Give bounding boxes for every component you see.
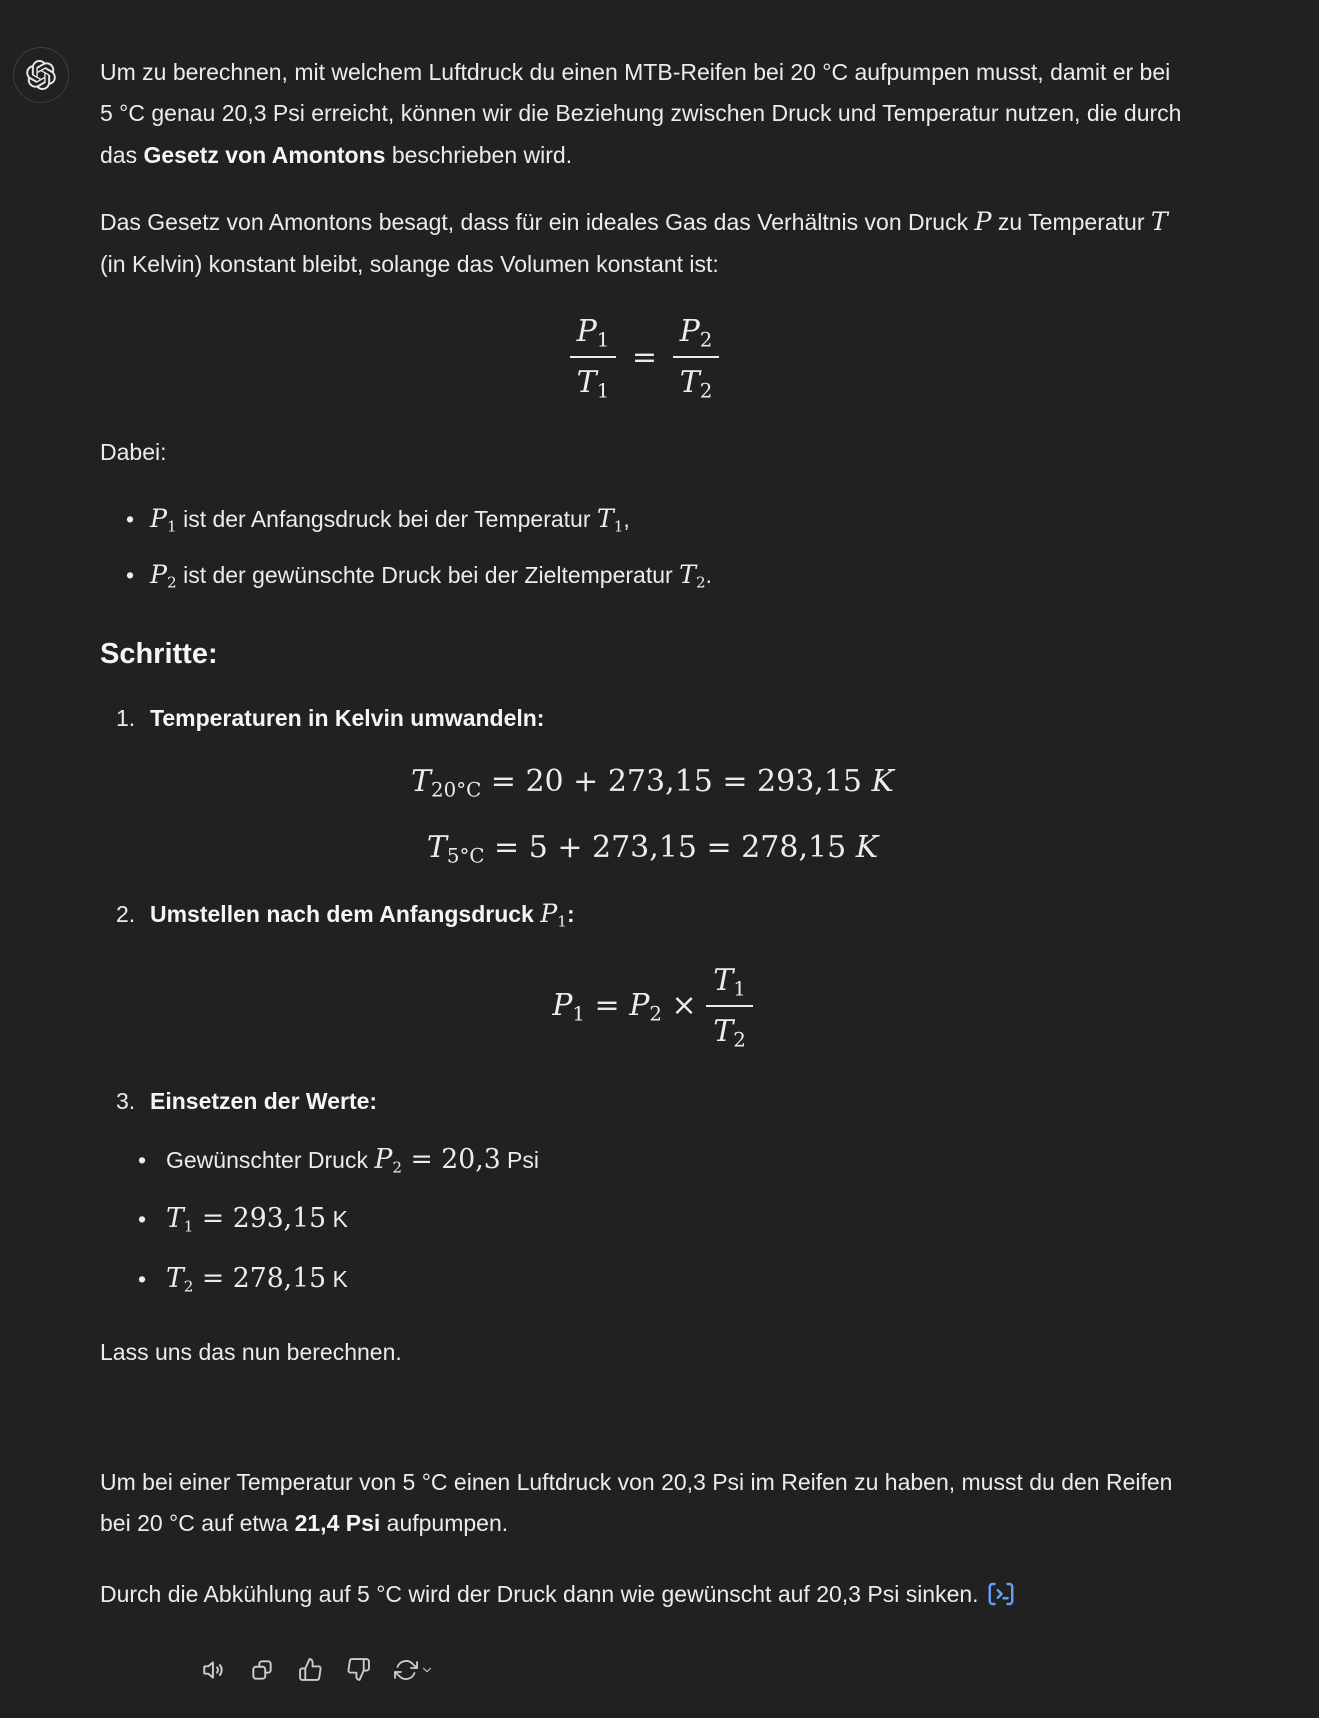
step-title: Temperaturen in Kelvin umwandeln:: [150, 704, 545, 731]
text-run: beschrieben wird.: [385, 141, 573, 168]
math-sub: 5°C: [446, 844, 485, 868]
math-var-T: T: [1150, 207, 1168, 237]
text-run: Das Gesetz von Amontons besagt, dass für ein ideales Gas das Verhältnis von Druck: [100, 209, 975, 236]
math-sub: 1: [613, 517, 624, 536]
paragraph-law-statement: [100, 202, 1189, 285]
math-var-T: T: [426, 829, 447, 865]
paragraph-lass: Lass uns das nun berechnen.: [100, 1339, 402, 1366]
thumbs-down-button[interactable]: [340, 1652, 376, 1688]
math-var-P: P: [150, 559, 168, 589]
bold-amontons-law: Gesetz von Amontons: [143, 141, 386, 168]
times-sign: ×: [661, 988, 697, 1024]
text-run: ,: [623, 506, 630, 533]
text-run: ist der Anfangsdruck bei der Temperatur: [176, 506, 597, 533]
math-sub: 2: [733, 1028, 746, 1052]
math-value: = 278,15: [193, 1262, 327, 1294]
math-sub: 2: [699, 379, 713, 403]
text-run: Um bei einer Temperatur von 5 °C einen Luftdruck von 20,3 Psi im Reifen zu haben, musst du den Reifen bei 20 °C auf etwa: [100, 1468, 1173, 1536]
math-sub: 2: [695, 572, 706, 591]
step-number: 1.: [116, 704, 136, 731]
math-var-T: T: [166, 1262, 184, 1294]
math-sub: 1: [733, 977, 746, 1001]
list-item: [118, 1199, 1189, 1240]
math-var-P: P: [679, 313, 700, 349]
math-var-T: T: [679, 559, 696, 589]
math-var-T: T: [576, 365, 597, 401]
text-run: (in Kelvin) konstant bleibt, solange das Volumen konstant ist:: [100, 250, 719, 277]
math-var-T: T: [596, 504, 614, 534]
math-sub: 2: [167, 572, 177, 591]
list-item: [100, 499, 1189, 540]
copy-icon: [249, 1657, 275, 1683]
definition-list: [100, 499, 1189, 596]
text-run: .: [705, 561, 712, 588]
speaker-icon: [201, 1657, 227, 1683]
equation-P1-solve: [116, 960, 1189, 1053]
copy-button[interactable]: [244, 1652, 280, 1688]
math-var-P: P: [150, 504, 168, 534]
fraction-P2-T2: [673, 311, 720, 404]
math-sub: 20°C: [431, 778, 482, 802]
steps-list: [100, 698, 1189, 1300]
equation-T5: [116, 829, 1189, 867]
math-var-T: T: [679, 365, 700, 401]
math-sub: 1: [596, 328, 610, 352]
paragraph-final: [100, 1574, 1189, 1615]
step-title: Einsetzen der Werte:: [150, 1087, 378, 1114]
math-lhs: [552, 987, 696, 1025]
text-run: aufpumpen.: [380, 1509, 509, 1536]
regenerate-icon: [394, 1658, 418, 1682]
math-sub: 2: [183, 1277, 194, 1296]
math-expression: = 5 + 273,15 = 278,15: [484, 829, 856, 865]
math-sub: 1: [167, 517, 177, 536]
equals-sign: =: [631, 339, 658, 375]
unit-label: K: [326, 1265, 348, 1292]
paragraph-dabei: Dabei:: [100, 438, 167, 465]
step-item-2: [116, 894, 1189, 1052]
step-title: Umstellen nach dem Anfangsdruck: [150, 901, 541, 928]
text-run: Gewünschter Druck: [166, 1146, 375, 1173]
text-run: zu Temperatur: [991, 209, 1151, 236]
math-sub: 2: [699, 328, 713, 352]
paragraph-intro: [100, 52, 1189, 176]
equals-sign: =: [584, 988, 630, 1024]
math-sub: 1: [183, 1217, 194, 1236]
thumbs-up-icon: [298, 1657, 323, 1682]
math-var-P: P: [552, 988, 573, 1024]
math-var-K: K: [871, 764, 894, 800]
regenerate-button[interactable]: [388, 1652, 440, 1688]
equation-T20: [116, 763, 1189, 801]
values-list: [118, 1140, 1189, 1300]
list-item: [118, 1140, 1189, 1181]
math-sub: 2: [649, 1002, 662, 1026]
step-number: 3.: [116, 1087, 136, 1114]
step-item-1: [116, 698, 1189, 866]
math-sub: 1: [572, 1002, 585, 1026]
math-var-T: T: [713, 962, 734, 998]
math-var-P: P: [374, 1143, 393, 1175]
math-value: = 293,15: [193, 1203, 327, 1235]
math-var-K: K: [855, 829, 879, 865]
bold-result-pressure: 21,4 Psi: [294, 1509, 381, 1536]
openai-logo-icon: [26, 60, 56, 90]
text-run: Um zu berechnen, mit welchem Luftdruck du einen MTB-Reifen bei 20 °C aufpumpen musst, damit er bei 5 °C genau 20,3 Psi erreicht, können wir die Beziehung zwischen Druck und Temperatur nutzen, die durch das: [100, 59, 1182, 168]
thumbs-down-icon: [346, 1657, 371, 1682]
math-var-T: T: [166, 1203, 184, 1235]
read-aloud-button[interactable]: [196, 1652, 232, 1688]
message-action-toolbar: [196, 1652, 1189, 1718]
unit-label: K: [326, 1206, 348, 1233]
unit-label: Psi: [500, 1146, 540, 1173]
fraction-T1-T2: [706, 960, 753, 1053]
analysis-chip-button[interactable]: [985, 1581, 1017, 1610]
paragraph-result: [100, 1462, 1189, 1545]
math-var-T: T: [713, 1014, 734, 1050]
math-var-P: P: [629, 988, 650, 1024]
math-var-P: P: [540, 899, 558, 929]
list-item: [100, 555, 1189, 596]
math-expression: = 20 + 273,15 = 293,15: [481, 764, 872, 800]
math-var-P: P: [576, 313, 597, 349]
assistant-avatar: [13, 47, 69, 103]
list-item: [118, 1259, 1189, 1300]
math-sub: 2: [392, 1158, 402, 1177]
math-sub: 1: [596, 379, 610, 403]
equation-pressure-ratio: [100, 311, 1189, 404]
fraction-P1-T1: [570, 311, 617, 404]
step-title-colon: :: [566, 901, 575, 928]
heading-schritte: Schritte:: [100, 638, 218, 671]
code-brackets-icon: [985, 1581, 1017, 1607]
math-var-T: T: [411, 764, 432, 800]
step-item-3: [116, 1081, 1189, 1301]
text-run: Durch die Abkühlung auf 5 °C wird der Druck dann wie gewünscht auf 20,3 Psi sinken.: [100, 1581, 979, 1608]
thumbs-up-button[interactable]: [292, 1652, 328, 1688]
math-sub: 1: [557, 912, 567, 931]
step-number: 2.: [116, 901, 136, 928]
chevron-down-icon: [420, 1663, 434, 1677]
math-var-P: P: [974, 207, 992, 237]
text-run: ist der gewünschte Druck bei der Zieltemperatur: [176, 561, 680, 588]
math-value: = 20,3: [401, 1143, 501, 1175]
